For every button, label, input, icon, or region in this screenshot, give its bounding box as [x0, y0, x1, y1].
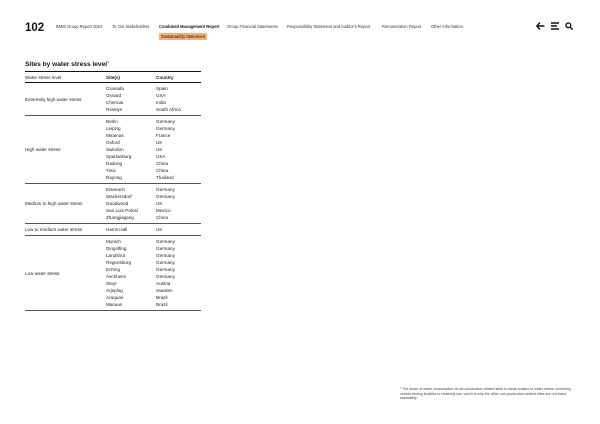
table-row	[106, 99, 201, 106]
site-cell: Spartanburg	[106, 154, 132, 159]
toolbar-icons	[536, 22, 573, 30]
water-stress-level-cell: Extremely high water stress	[25, 96, 82, 102]
nav-remuneration-report[interactable]: Remuneration Report	[382, 24, 422, 29]
nav-to-our-stakeholders[interactable]: To Our Stakeholders	[112, 24, 150, 29]
table-row	[106, 132, 201, 139]
nav-sustainability-statement[interactable]: Sustainability Statement	[161, 34, 205, 39]
site-cell: Oxford	[106, 140, 120, 145]
table-row	[106, 294, 201, 301]
country-cell: USA	[156, 154, 166, 159]
country-cell: Mexico	[156, 208, 171, 213]
table-row	[106, 146, 201, 153]
table-row	[106, 273, 201, 280]
country-cell: China	[156, 215, 169, 220]
table-group	[25, 184, 201, 224]
table-body	[25, 83, 201, 311]
country-cell: France	[156, 133, 171, 138]
table-row	[106, 167, 201, 174]
country-cell: India	[156, 100, 166, 105]
country-cell: UK	[156, 227, 163, 232]
table-row	[106, 153, 201, 160]
table-row	[106, 106, 201, 113]
table-row	[106, 139, 201, 146]
site-cell: Manaus	[106, 302, 123, 307]
country-cell: UK	[156, 147, 163, 152]
site-cell: Hams Hall	[106, 227, 128, 232]
table-row	[106, 280, 201, 287]
country-cell: Germany	[156, 126, 175, 131]
table-row	[106, 174, 201, 181]
country-cell: Brazil	[156, 302, 168, 307]
country-cell: Germany	[156, 246, 175, 251]
water-stress-level-cell: Low water stress	[25, 270, 60, 276]
country-cell: South Africa	[156, 107, 181, 112]
header-water-stress-level: Water stress level	[25, 74, 62, 80]
site-cell: Eching	[106, 267, 121, 272]
back-arrow-icon[interactable]	[536, 22, 545, 30]
site-cell: Rosslyn	[106, 107, 123, 112]
country-cell: Germany	[156, 239, 175, 244]
country-cell: Thailand	[156, 175, 174, 180]
country-cell: Austria	[156, 281, 171, 286]
country-cell: Brazil	[156, 295, 168, 300]
table-row	[106, 252, 201, 259]
table-row	[106, 160, 201, 167]
country-cell: Germany	[156, 253, 175, 258]
site-cell: Regensburg	[106, 260, 132, 265]
site-cell: Swindon	[106, 147, 124, 152]
table-row	[106, 125, 201, 132]
table-row	[106, 85, 201, 92]
site-cell: Dadong	[106, 161, 123, 166]
country-cell: Germany	[156, 187, 175, 192]
site-cell: Steyr	[106, 281, 117, 286]
site-cell: Aschheim	[106, 274, 127, 279]
table-row	[106, 301, 201, 308]
table-row	[106, 207, 201, 214]
site-cell: Berlin	[106, 119, 118, 124]
table-row	[106, 200, 201, 207]
country-cell: China	[156, 161, 169, 166]
site-cell: Granada	[106, 86, 124, 91]
country-cell: China	[156, 168, 169, 173]
top-navigation-bar	[0, 0, 600, 44]
country-cell: UK	[156, 201, 163, 206]
country-cell: Germany	[156, 267, 175, 272]
site-cell: Oxnard	[106, 93, 122, 98]
nav-other-information[interactable]: Other Information	[431, 24, 463, 29]
country-cell: Germany	[156, 119, 175, 124]
header-sites: Site(s)	[106, 74, 121, 80]
country-cell: UK	[156, 140, 163, 145]
table-row	[106, 226, 201, 233]
table-group	[25, 224, 201, 236]
section-title: Sites by water stress level$^1$	[25, 60, 110, 69]
table-row	[106, 186, 201, 193]
site-cell: Rayong	[106, 175, 122, 180]
table-group	[25, 236, 201, 311]
table-row	[106, 92, 201, 99]
nav-bmw-group-report[interactable]: BMW Group Report 2024	[56, 24, 103, 29]
search-icon[interactable]	[565, 22, 573, 30]
nav-group-financial-statements[interactable]: Group Financial Statements	[227, 24, 278, 29]
header-country: Country	[156, 74, 174, 80]
water-stress-table	[25, 71, 201, 311]
site-cell: Chennai	[106, 100, 124, 105]
site-cell: Landshut	[106, 253, 125, 258]
site-cell: San Luis Potosí	[106, 208, 139, 213]
site-cell: Leipzig	[106, 126, 121, 131]
site-cell: Tiexi	[106, 168, 116, 173]
site-cell: Munich	[106, 239, 121, 244]
site-cell: Arjeplog	[106, 288, 123, 293]
site-cell: Wackersdorf	[106, 194, 132, 199]
country-cell: Germany	[156, 260, 175, 265]
table-row	[106, 287, 201, 294]
water-stress-level-cell: Low to medium water stress	[25, 227, 83, 232]
table-row	[106, 238, 201, 245]
nav-responsibility-statement[interactable]: Responsibility Statement and Auditor's Report	[287, 24, 371, 29]
table-row	[106, 193, 201, 200]
site-cell: Araquari	[106, 295, 124, 300]
site-cell: Eisenach	[106, 187, 125, 192]
page-number: 102	[25, 22, 45, 34]
menu-icon[interactable]	[551, 22, 559, 30]
country-cell: Germany	[156, 274, 175, 279]
country-cell: USA	[156, 93, 166, 98]
site-cell: Dingolfing	[106, 246, 127, 251]
table-row	[106, 259, 201, 266]
table-group	[25, 83, 201, 116]
footnote: ¹ The share of water consumption at non-production-related sites in areas subject to water stress, excluding vehicle testing facilities is relatively low, which is why the other non-production-related sites are not listed separately.	[400, 387, 571, 400]
table-header	[25, 71, 201, 83]
table-row	[106, 266, 201, 273]
water-stress-level-cell: High water stress	[25, 147, 61, 152]
site-cell: Miramas	[106, 133, 124, 138]
site-cell: Goodwood	[106, 201, 129, 206]
water-stress-level-cell: Medium to high water stress	[25, 201, 83, 206]
table-row	[106, 214, 201, 221]
country-cell: Germany	[156, 194, 175, 199]
country-cell: Sweden	[156, 288, 173, 293]
country-cell: Spain	[156, 86, 168, 91]
site-cell: Zhangjiagang	[106, 215, 134, 220]
footnote-marker: 1	[107, 60, 110, 64]
table-row	[106, 245, 201, 252]
table-group	[25, 116, 201, 184]
nav-combined-management-report[interactable]: Combined Management Report	[159, 24, 220, 29]
table-row	[106, 118, 201, 125]
